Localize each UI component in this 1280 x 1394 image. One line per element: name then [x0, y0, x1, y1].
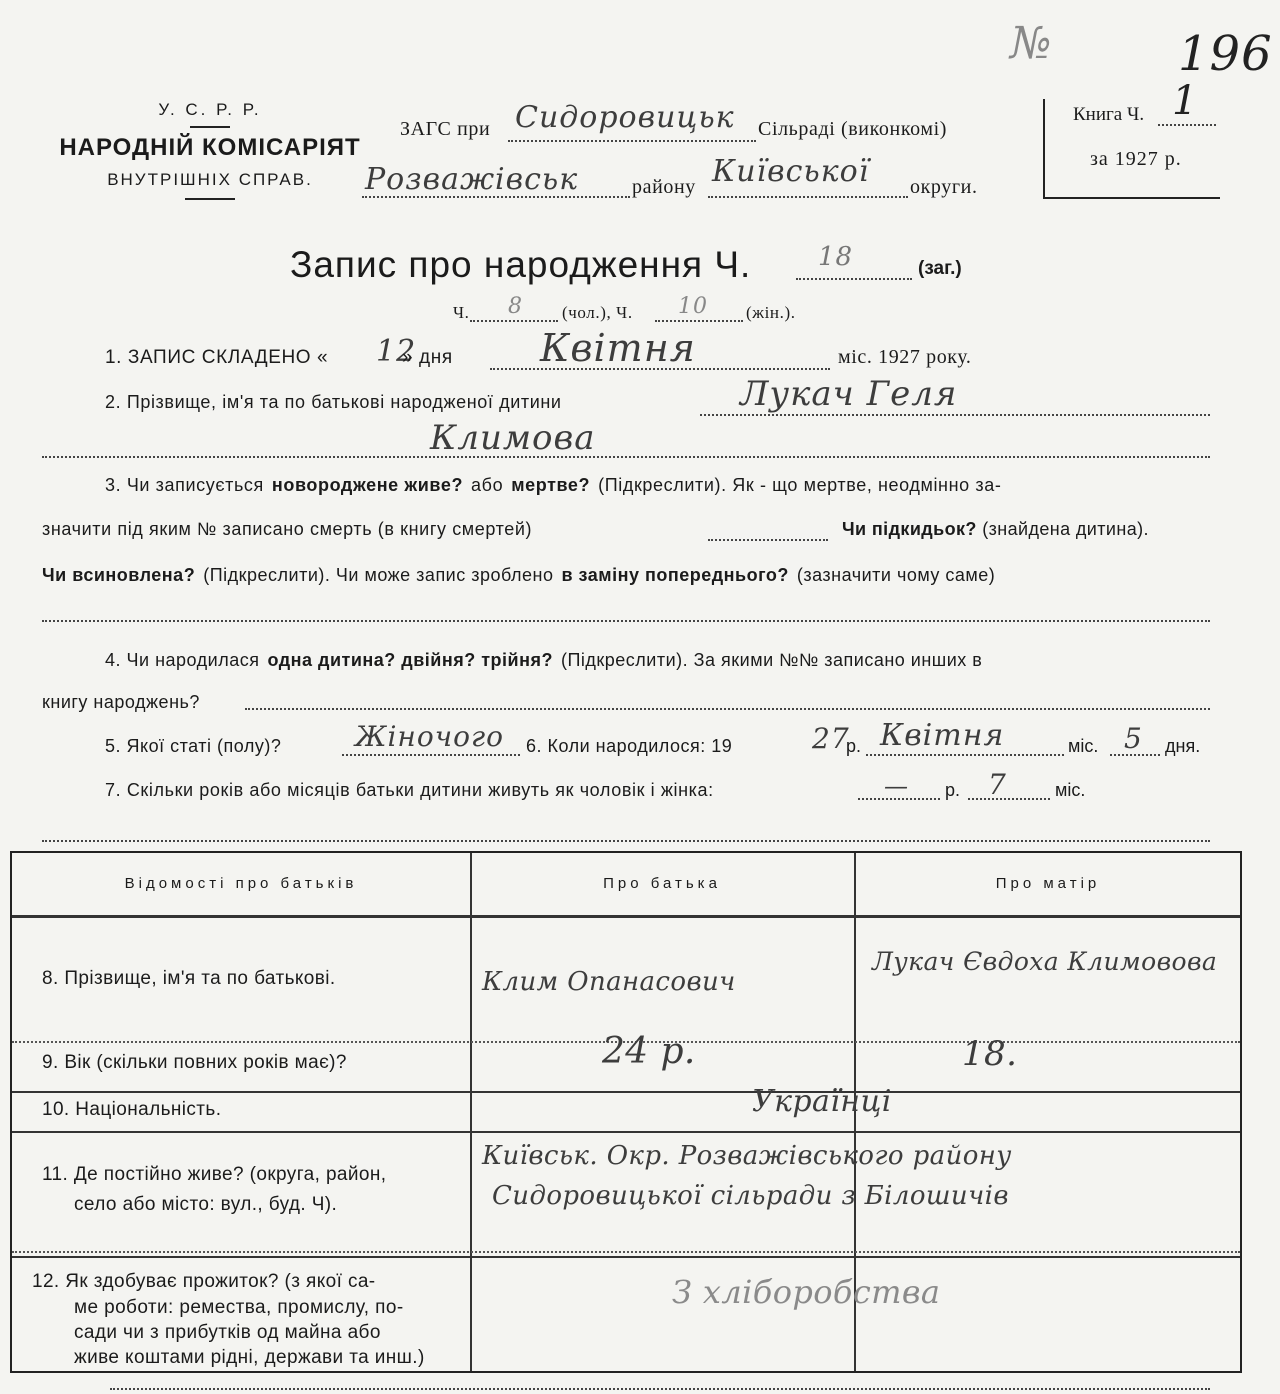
- item2-value-line1: Лукач Геля: [740, 374, 958, 414]
- item4-a: 4. Чи народилася: [105, 650, 260, 670]
- item1-suffix: міс. 1927 року.: [838, 346, 972, 368]
- row12-value: З хліборобства: [672, 1273, 941, 1311]
- row8-label: 8. Прізвище, ім'я та по батькові.: [42, 968, 336, 989]
- item5-value: Жіночого: [355, 720, 504, 753]
- item3-line3a: Чи всиновлена?: [42, 565, 196, 585]
- internal-affairs-label: ВНУТРІШНІХ СПРАВ.: [107, 170, 313, 189]
- item1-mid: » дня: [402, 347, 453, 368]
- row10-label: 10. Національність.: [42, 1099, 222, 1120]
- row9-border: [12, 1091, 1240, 1093]
- male-label: (чол.), Ч.: [562, 303, 633, 322]
- item6-dnya: дня.: [1165, 736, 1201, 756]
- record-title: Запис про народження Ч.: [290, 244, 752, 285]
- item4-line1: [105, 650, 982, 671]
- item3-line3: [42, 565, 995, 586]
- item6-month: Квітня: [880, 718, 1005, 753]
- issuing-authority: [40, 100, 380, 200]
- item6-day-dots: [1110, 754, 1160, 756]
- item5-label: 5. Якої статі (полу)?: [105, 736, 282, 756]
- book-number: 1: [1172, 78, 1199, 124]
- row12-label-1: 12. Як здобуває прожиток? (з якої са-: [32, 1271, 376, 1292]
- district-label: району: [632, 176, 696, 198]
- record-suffix: (заг.): [918, 258, 962, 279]
- item1-month-dots: [490, 368, 830, 370]
- record-number: 18: [818, 242, 854, 272]
- item3-line3b: (Підкреслити). Чи може запис зроблено: [203, 565, 554, 585]
- item3-b: новороджене живе?: [271, 475, 464, 495]
- item7-label: 7. Скільки років або місяців батьки дитини живуть як чоловік і жінка:: [105, 780, 714, 800]
- item3-d: мертве?: [511, 475, 591, 495]
- item7-months: 7: [988, 768, 1007, 801]
- row9-label: 9. Вік (скільки повних років має)?: [42, 1052, 347, 1073]
- header-divider: [185, 198, 235, 200]
- item7-years-dots: [858, 798, 940, 800]
- female-count: 10: [678, 294, 708, 319]
- row11-label-2: село або місто: вул., буд. Ч).: [74, 1194, 338, 1215]
- male-count: 8: [508, 294, 523, 319]
- item7-months-dots: [968, 798, 1050, 800]
- item6-year: 27: [812, 722, 850, 755]
- header-row-border: [12, 915, 1240, 918]
- item2-dots-1: [700, 414, 1210, 416]
- item4-dots: [245, 708, 1210, 710]
- item3-e: (Підкреслити). Як - що мертве, неодмінно за-: [598, 475, 1002, 495]
- parents-table: [10, 851, 1242, 1373]
- header-info: Відомості про батьків: [124, 875, 358, 892]
- item1-prefix: 1. ЗАПИС СКЛАДЕНО «: [105, 347, 329, 368]
- item4-line2: книгу народжень?: [42, 692, 200, 712]
- item3-line2: [42, 519, 532, 540]
- row12-label-2: ме роботи: ремества, промислу, по-: [74, 1297, 404, 1318]
- item6-r: р.: [846, 736, 862, 756]
- item7-r: р.: [945, 780, 961, 800]
- book-label: Книга Ч.: [1073, 104, 1145, 125]
- commissariat-label: НАРОДНІЙ КОМІСАРІЯТ: [59, 134, 361, 161]
- item6-mis: міс.: [1068, 736, 1099, 756]
- item2-value-line2: Климова: [430, 418, 596, 458]
- district-dots: [362, 196, 630, 198]
- item1-month: Квітня: [540, 326, 696, 370]
- district-value: Розважівськ: [365, 162, 579, 197]
- header-father: Про батька: [603, 875, 721, 892]
- item3-line3c: в заміну попереднього?: [561, 565, 789, 585]
- col-divider-1: [470, 853, 472, 1371]
- row8-mother: Лукач Євдоха Климовова: [872, 947, 1218, 976]
- item2-label: 2. Прізвище, ім'я та по батькові народженої дитини: [105, 392, 562, 412]
- item3-line2c: (знайдена дитина).: [982, 519, 1149, 539]
- row8-father: Клим Опанасович: [482, 967, 736, 997]
- item3-c: або: [471, 475, 504, 495]
- item3-line3d: (зазначити чому саме): [796, 565, 996, 585]
- zags-prefix: ЗАГС при: [400, 118, 491, 140]
- row10-value: Українці: [752, 1084, 892, 1119]
- book-year: за 1927 р.: [1090, 148, 1182, 170]
- item4-b: одна дитина? двійня? трійня?: [267, 650, 553, 670]
- book-number-dots: [1158, 124, 1216, 126]
- corner-number: 196: [1178, 26, 1273, 82]
- item6-month-dots: [866, 754, 1064, 756]
- item2-dots-2: [42, 456, 1210, 458]
- row11-label-1: 11. Де постійно живе? (округа, район,: [42, 1164, 387, 1185]
- item3-a: 3. Чи записується: [105, 475, 264, 495]
- item3-line2b: Чи підкидьок?: [842, 519, 977, 539]
- row12-label-3: сади чи з прибутків од майна або: [74, 1322, 381, 1343]
- item7-mis: міс.: [1055, 780, 1086, 800]
- sub-prefix: Ч.: [453, 303, 470, 322]
- ussr-label: У. С. Р. Р.: [158, 100, 262, 119]
- female-label: (жін.).: [746, 303, 796, 322]
- village-council-label: Сільраді (виконкомі): [758, 118, 948, 140]
- okrug-dots: [708, 196, 908, 198]
- item3-line1: [105, 475, 1210, 496]
- item3-line2a: значити під яким № записано смерть (в книгу смертей): [42, 519, 533, 539]
- row10-border: [12, 1131, 1240, 1133]
- item4-c: (Підкреслити). За якими №№ записано инших в: [560, 650, 983, 670]
- item3-dots: [42, 620, 1210, 622]
- item7-years: —: [884, 772, 909, 800]
- row9-father: 24 р.: [602, 1031, 696, 1072]
- item1-day: 12: [376, 334, 417, 369]
- bottom-edge-dots: [110, 1388, 1210, 1390]
- male-count-dots: [470, 320, 558, 322]
- corner-mark: №: [1010, 18, 1053, 69]
- zags-village-value: Сидоровицьк: [515, 100, 735, 135]
- ussr-divider: [190, 126, 230, 128]
- item5-dots: [342, 754, 520, 756]
- row11-value-1: Київськ. Окр. Розважівського району: [482, 1141, 1012, 1171]
- record-number-dots: [796, 278, 912, 280]
- item6-day: 5: [1124, 722, 1143, 755]
- item7-trailing-dots: [42, 840, 1210, 842]
- okrug-value: Київської: [712, 154, 870, 189]
- zags-village-dots: [508, 140, 756, 142]
- row11-border: [12, 1251, 1240, 1253]
- row12-label-4: живе коштами рідні, держави та инш.): [74, 1347, 425, 1368]
- okrug-label: округи.: [910, 176, 978, 198]
- item3-line2-right: [842, 519, 1149, 540]
- row11-value-2: Сидоровицької сільради з Білошичів: [492, 1181, 1009, 1211]
- item3-death-dots: [708, 539, 828, 541]
- row9-mother: 18.: [962, 1034, 1018, 1074]
- item6-label: 6. Коли народилося: 19: [526, 736, 733, 756]
- header-mother: Про матір: [995, 875, 1101, 892]
- female-count-dots: [655, 320, 743, 322]
- row11-border-2: [12, 1256, 1240, 1258]
